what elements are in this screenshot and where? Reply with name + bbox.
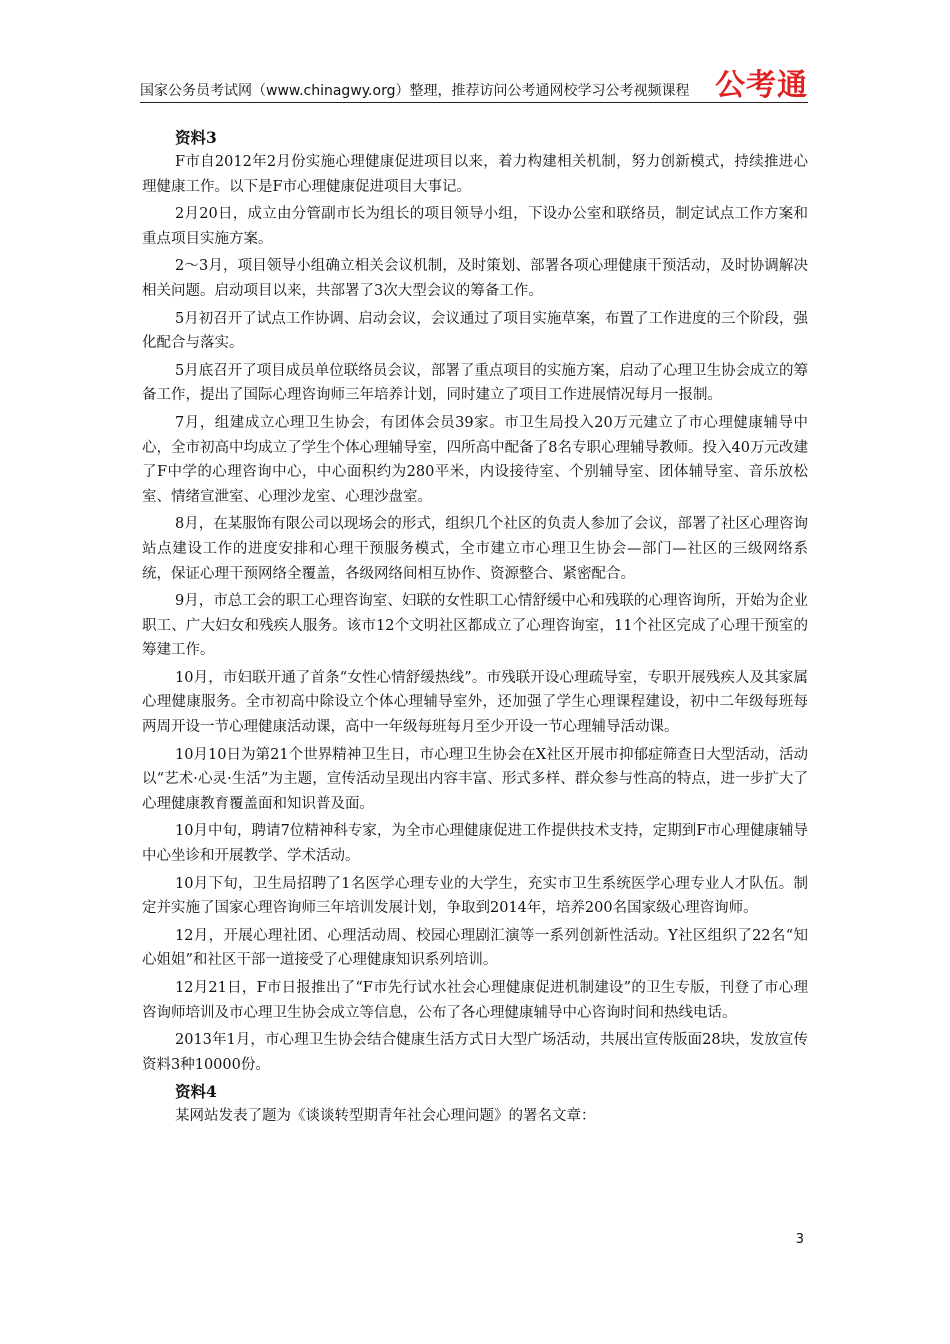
paragraph: 7月，组建成立心理卫生协会，有团体会员39家。市卫生局投入20万元建立了市心理健康辅导中心，全市初高中均成立了学生个体心理辅导室，四所高中配备了8名专职心理辅导教师。投入40万元改建了F中学的心理咨询中心，中心面积约为280平米，内设接待室、个别辅导室、团体辅导室、音乐放松室、情绪宣泄室、心理沙龙室、心理沙盘室。 <box>142 414 808 505</box>
paragraph: 10月10日为第21个世界精神卫生日，市心理卫生协会在X社区开展市抑郁症筛查日大型活动，活动以“艺术·心灵·生活”为主题，宣传活动呈现出内容丰富、形式多样、群众参与性高的特点，进一步扩大了心理健康教育覆盖面和知识普及面。 <box>142 746 808 812</box>
page-number: 3 <box>795 1232 804 1247</box>
paragraph: 5月底召开了项目成员单位联络员会议，部署了重点项目的实施方案，启动了心理卫生协会成立的筹备工作，提出了国际心理咨询师三年培养计划，同时建立了项目工作进展情况每月一报制。 <box>142 362 808 404</box>
paragraph: 某网站发表了题为《谈谈转型期青年社会心理问题》的署名文章： <box>175 1108 596 1125</box>
paragraph: 9月，市总工会的职工心理咨询室、妇联的女性职工心情舒缓中心和残联的心理咨询所，开始为企业职工、广大妇女和残疾人服务。该市12个文明社区都成立了心理咨询室，11个社区完成了心理干预室的筹建工作。 <box>142 593 808 659</box>
page-header <box>140 68 808 103</box>
paragraph: 8月，在某服饰有限公司以现场会的形式，组织几个社区的负责人参加了会议，部署了社区心理咨询站点建设工作的进度安排和心理干预服务模式，全市建立市心理卫生协会—部门—社区的三级网络系统，保证心理干预网络全覆盖，各级网络间相互协作、资源整合、紧密配合。 <box>142 516 808 582</box>
section-3-title: 资料3 <box>175 128 217 147</box>
paragraph: 2013年1月，市心理卫生协会结合健康生活方式日大型广场活动，共展出宣传版面28块，发放宣传资料3种10000份。 <box>142 1032 808 1073</box>
logo: 公考通 <box>715 68 808 103</box>
paragraph: 5月初召开了试点工作协调、启动会议，会议通过了项目实施草案，布置了工作进度的三个阶段，强化配合与落实。 <box>142 310 808 352</box>
section-4-title: 资料4 <box>175 1082 217 1102</box>
paragraph: F市自2012年2月份实施心理健康促进项目以来，着力构建相关机制，努力创新模式，持续推进心理健康工作。以下是F市心理健康促进项目大事记。 <box>142 154 808 195</box>
paragraph: 2～3月，项目领导小组确立相关会议机制，及时策划、部署各项心理健康干预活动，及时协调解决相关问题。启动项目以来，共部署了3次大型会议的筹备工作。 <box>142 258 808 299</box>
document-body <box>142 126 808 1132</box>
paragraph: 12月21日，F市日报推出了“F市先行试水社会心理健康促进机制建设”的卫生专版，刊登了市心理咨询师培训及市心理卫生协会成立等信息，公布了各心理健康辅导中心咨询时间和热线电话。 <box>142 980 808 1021</box>
paragraph: 10月下旬，卫生局招聘了1名医学心理专业的大学生，充实市卫生系统医学心理专业人才队伍。制定并实施了国家心理咨询师三年培训发展计划，争取到2014年，培养200名国家级心理咨询师。 <box>142 875 808 917</box>
header-text: 国家公务员考试网（www.chinagwy.org）整理，推荐访问公考通网校学习公考视频课程 <box>140 83 690 99</box>
paragraph: 10月，市妇联开通了首条“女性心情舒缓热线”。市残联开设心理疏导室，专职开展残疾人及其家属心理健康服务。全市初高中除设立个体心理辅导室外，还加强了学生心理课程建设，初中二年级每班每两周开设一节心理健康活动课，高中一年级每班每月至少开设一节心理辅导活动课。 <box>142 669 808 736</box>
paragraph: 12月，开展心理社团、心理活动周、校园心理剧汇演等一系列创新性活动。Y社区组织了22名“知心姐姐”和社区干部一道接受了心理健康知识系列培训。 <box>142 927 808 969</box>
paragraph: 10月中旬，聘请7位精神科专家，为全市心理健康促进工作提供技术支持，定期到F市心理健康辅导中心坐诊和开展教学、学术活动。 <box>142 823 808 865</box>
paragraph: 2月20日，成立由分管副市长为组长的项目领导小组，下设办公室和联络员，制定试点工作方案和重点项目实施方案。 <box>142 206 808 247</box>
